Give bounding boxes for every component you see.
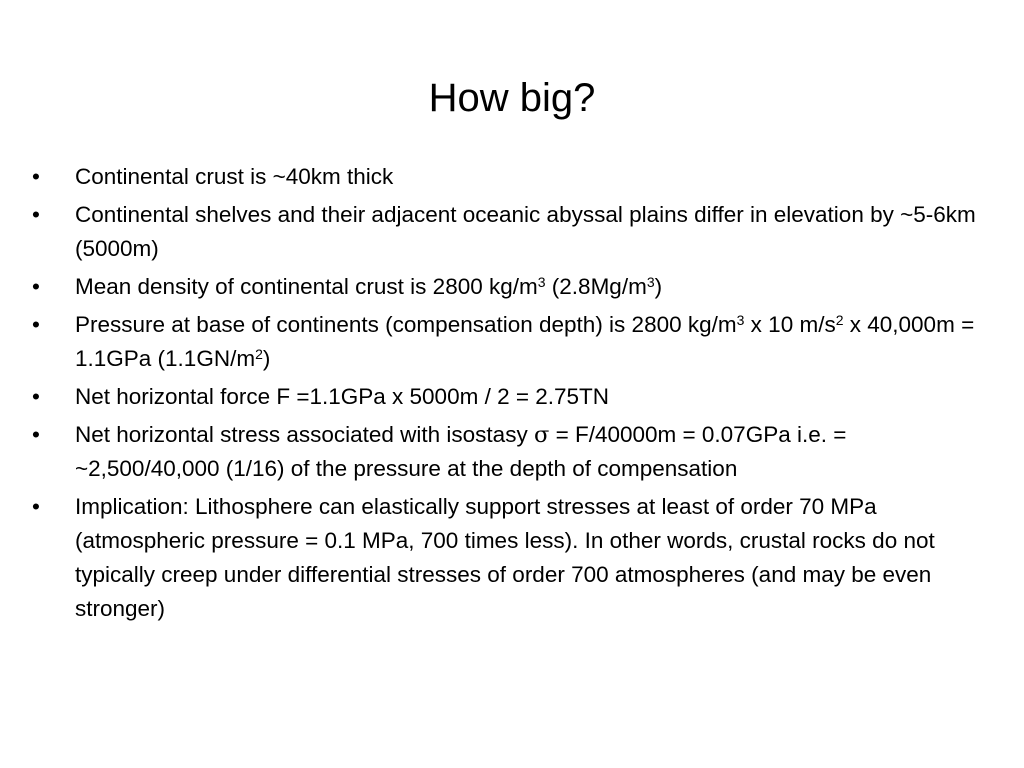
slide-title: How big? — [428, 76, 596, 120]
bullet-item-base-pressure — [32, 308, 992, 376]
bullet-item-horizontal-stress — [32, 418, 992, 486]
sigma-symbol: σ — [533, 422, 550, 448]
bullet-text: Continental crust is ~40km thick — [75, 164, 394, 189]
bullet-text-part: x 10 m/s — [744, 312, 836, 337]
bullet-text: Implication: Lithosphere can elastically support stresses at least of order 70 MPa (atmospheric pressure = 0.1 MPa, 700 times less). In other words, crustal rocks do not typically creep under differential stresses of order 700 atmospheres (and may be even stronger) — [75, 494, 935, 621]
bullet-text: Net horizontal force F =1.1GPa x 5000m / 2 = 2.75TN — [75, 384, 610, 409]
superscript: 2 — [835, 312, 844, 328]
bullet-marker: • — [32, 202, 40, 227]
bullet-marker: • — [32, 384, 40, 409]
bullet-marker: • — [32, 274, 40, 299]
bullet-text: Continental shelves and their adjacent oceanic abyssal plains differ in elevation by ~5-6km (5000m) — [75, 202, 976, 261]
bullet-list — [32, 160, 992, 630]
bullet-text-part: x 40,000m = 1.1GPa (1.1GN/m — [75, 312, 975, 371]
bullet-text-part: ) — [654, 274, 663, 299]
bullet-text-part: (2.8Mg/m — [545, 274, 647, 299]
superscript: 3 — [736, 312, 745, 328]
superscript: 2 — [255, 346, 263, 362]
bullet-text-part: ) — [262, 346, 271, 371]
bullet-marker: • — [32, 422, 40, 447]
bullet-text-part: = F/40000m = 0.07GPa i.e. = ~2,500/40,000 (1/16) of the pressure at the depth of compensation — [75, 422, 847, 481]
bullet-text-part: Pressure at base of continents (compensation depth) is 2800 kg/m — [75, 312, 737, 337]
bullet-marker: • — [32, 312, 40, 337]
bullet-text-part: Net horizontal stress associated with isostasy — [75, 422, 534, 447]
bullet-item-elevation-difference — [32, 198, 992, 266]
bullet-marker: • — [32, 164, 40, 189]
superscript: 3 — [537, 274, 546, 290]
bullet-item-implication — [32, 490, 992, 626]
superscript: 3 — [646, 274, 655, 290]
bullet-item-mean-density — [32, 270, 992, 304]
bullet-item-horizontal-force — [32, 380, 992, 414]
bullet-item-crust-thickness — [32, 160, 992, 194]
bullet-text-part: Mean density of continental crust is 2800 kg/m — [75, 274, 538, 299]
bullet-marker: • — [32, 494, 40, 519]
